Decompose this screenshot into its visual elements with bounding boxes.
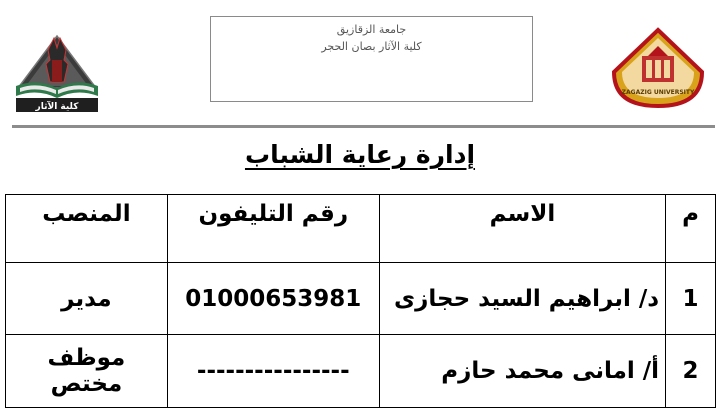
header-phone: رقم التليفون bbox=[167, 195, 379, 263]
row-phone: 01000653981 bbox=[167, 262, 379, 335]
faculty-logo-caption: كلية الآثار bbox=[35, 102, 79, 112]
table-row bbox=[6, 335, 716, 408]
university-logo-caption: ZAGAZIG UNIVERSITY bbox=[621, 89, 695, 96]
header-position: المنصب bbox=[6, 195, 168, 263]
table-header-row bbox=[6, 195, 716, 263]
row-phone: ---------------- bbox=[167, 335, 379, 408]
page-title-text: إدارة رعاية الشباب bbox=[244, 140, 476, 169]
table-row bbox=[6, 262, 716, 335]
row-position: مدير bbox=[6, 262, 168, 335]
header-name: الاسم bbox=[379, 195, 665, 263]
header-num: م bbox=[666, 195, 716, 263]
zagazig-university-logo-icon bbox=[608, 26, 708, 110]
faculty-logo bbox=[12, 30, 102, 116]
staff-table bbox=[5, 194, 716, 408]
university-name: جامعة الزقازيق bbox=[336, 23, 407, 36]
faculty-name: كلية الآثار بصان الحجر bbox=[321, 40, 422, 53]
page-title bbox=[0, 135, 720, 175]
row-position: موظف مختص bbox=[6, 335, 168, 408]
row-name: أ/ امانى محمد حازم bbox=[379, 335, 665, 408]
university-logo bbox=[608, 26, 708, 110]
header-divider bbox=[12, 125, 715, 128]
faculty-of-archaeology-logo-icon bbox=[12, 30, 102, 116]
row-name: د/ ابراهيم السيد حجازى bbox=[379, 262, 665, 335]
row-num: 2 bbox=[666, 335, 716, 408]
header-box bbox=[210, 16, 533, 102]
row-num: 1 bbox=[666, 262, 716, 335]
